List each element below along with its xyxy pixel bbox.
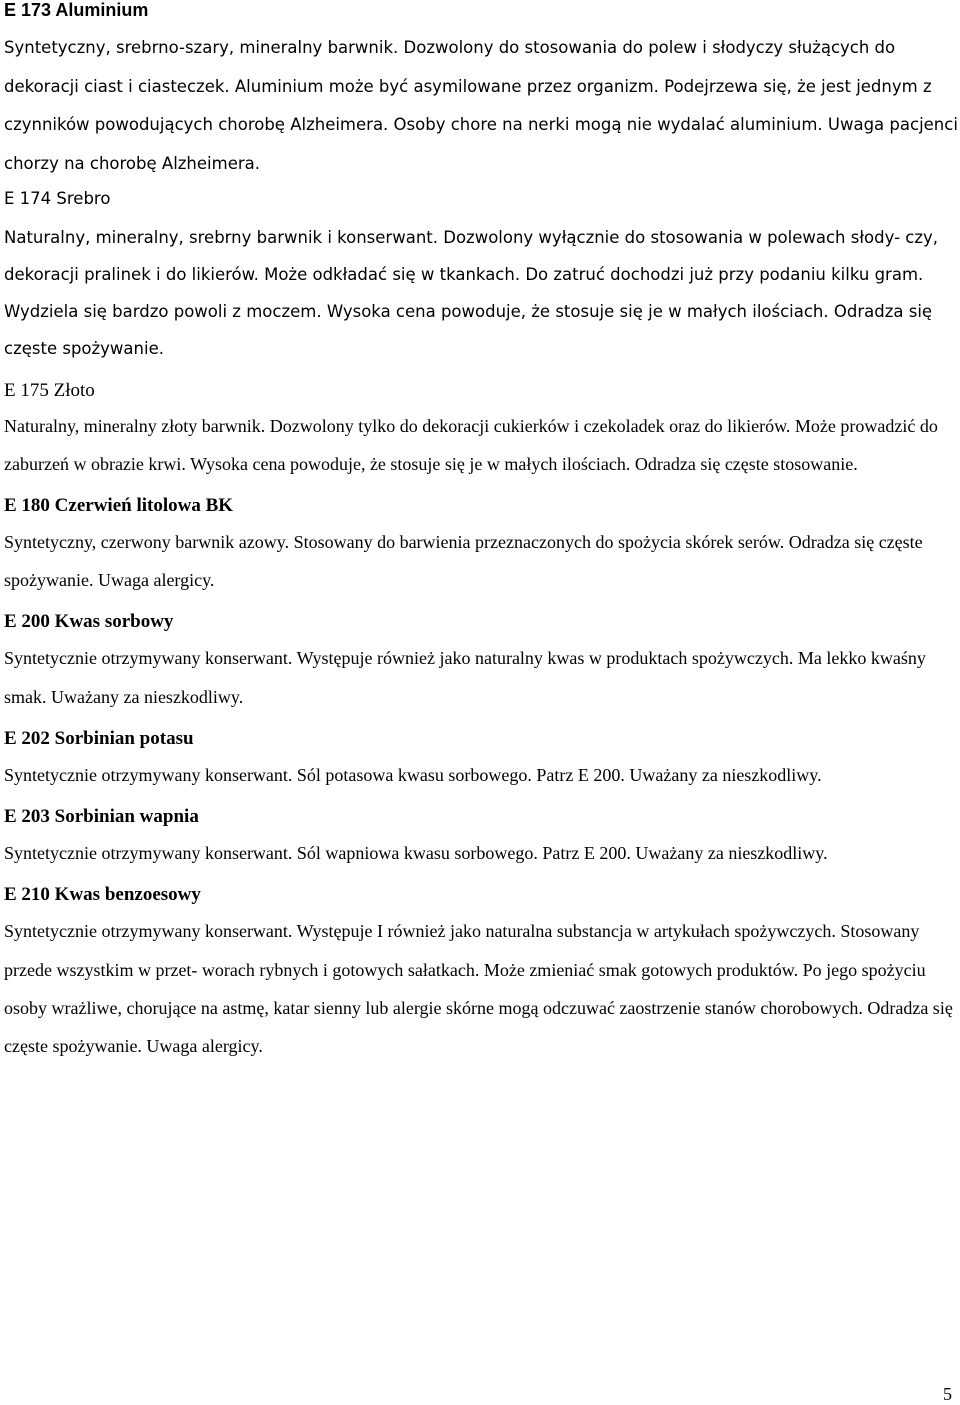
entry-text: Naturalny, mineralny, srebrny barwnik i konserwant. Dozwolony wyłącznie do stosowania w polewach słody- czy, dekoracji pralinek i do likierów. Może odkładać się w tkankach. Do zatruć dochodzi już przy podaniu kilku gram. Wydziela się bardzo powoli z moczem. Wysoka cena powoduje, że stosuje się je w małych ilościach. Odradza się częste spożywanie. [4,228,939,359]
entry-e173 [4,0,959,183]
entry-text: Syntetycznie otrzymywany konserwant. Sól wapniowa kwasu sorbowego. Patrz E 200. Uważany za nieszkodliwy. [4,843,828,864]
entry-heading: E 210 Kwas benzoesowy [4,884,201,906]
entry-text: Syntetycznie otrzymywany konserwant. Występuje również jako naturalny kwas w produktach spożywczych. Ma lekko kwaśny smak. Uważany za nieszkodliwy. [4,648,926,707]
entry-heading: E 174 Srebro [4,189,111,209]
entry-e174 [4,189,959,367]
entry-e203 [4,807,959,872]
entry-e200 [4,612,959,716]
entry-heading: E 203 Sorbinian wapnia [4,806,199,828]
entry-heading: E 200 Kwas sorbowy [4,611,174,633]
entry-text: Syntetyczny, czerwony barwnik azowy. Stosowany do barwienia przeznaczonych do spożycia skórek serów. Odradza się częste spożywanie. Uwaga alergicy. [4,532,923,591]
entry-e202 [4,729,959,794]
entry-text: Naturalny, mineralny złoty barwnik. Dozwolony tylko do dekoracji cukierków i czekoladek oraz do likierów. Może prowadzić do zaburzeń w obrazie krwi. Wysoka cena powoduje, że stosuje się je w małych ilościach. Odradza się częste stosowanie. [4,416,938,475]
document-body [4,0,959,1065]
entry-heading: E 202 Sorbinian potasu [4,728,194,750]
entry-heading: E 175 Złoto [4,380,95,402]
entry-heading: E 180 Czerwień litolowa BK [4,495,234,517]
entry-text: Syntetycznie otrzymywany konserwant. Występuje I również jako naturalna substancja w artykułach spożywczych. Stosowany przede wszystkim w przet- worach rybnych i gotowych sałatkach. Może zmieniać smak gotowych produktów. Po jego spożyciu osoby wrażliwe, chorujące na astmę, katar sienny lub alergie skórne mogą odczuwać zaostrzenie stanów chorobowych. Odradza się częste spożywanie. Uwaga alergicy. [4,921,953,1056]
entry-text: Syntetycznie otrzymywany konserwant. Sól potasowa kwasu sorbowego. Patrz E 200. Uważany za nieszkodliwy. [4,765,822,786]
page-number: 5 [943,1384,952,1404]
entry-heading: E 173 Aluminium [4,0,149,20]
entry-text: Syntetyczny, srebrno-szary, mineralny barwnik. Dozwolony do stosowania do polew i słodyczy służących do dekoracji ciast i ciasteczek. Aluminium może być asymilowane przez organizm. Podejrzewa się, że jest jednym z czynników powodujących chorobę Alzheimera. Osoby chore na nerki mogą nie wydalać aluminium. Uwaga pacjenci chorzy na chorobę Alzheimera. [4,38,958,173]
entry-e175 [4,381,959,483]
entry-e180 [4,496,959,599]
entry-e210 [4,885,959,1065]
